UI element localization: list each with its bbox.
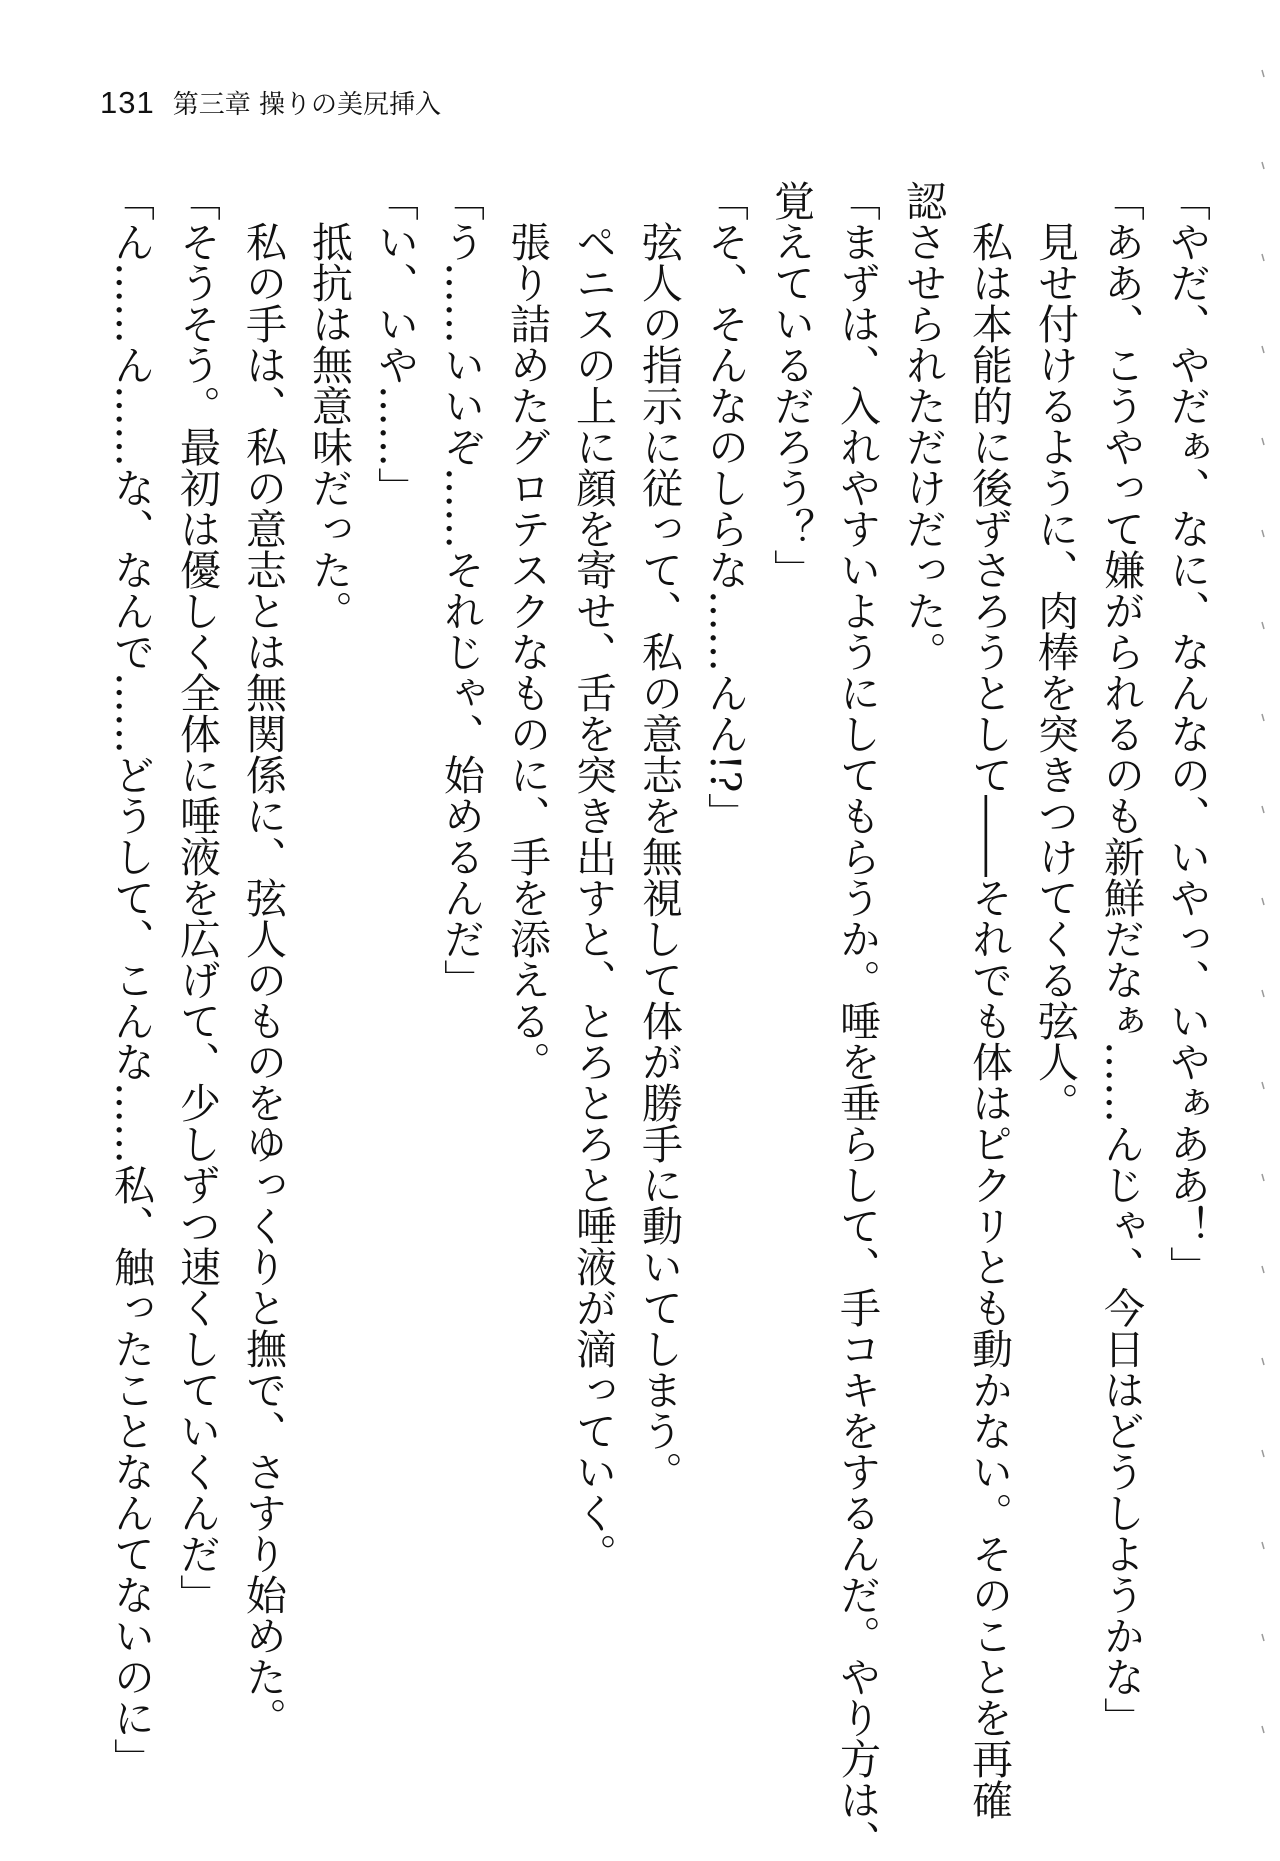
text-line: 私は本能的に後ずさろうとして――それでも体はピクリとも動かない。そのことを再確 <box>965 221 1013 1820</box>
edge-tick-mark <box>1262 898 1264 905</box>
text-line: 「やだ、やだぁ、なに、なんなの、いやっ、いやぁああ！」 <box>1163 180 1211 1287</box>
edge-tick-mark <box>1262 1634 1264 1641</box>
edge-tick-mark <box>1262 1358 1264 1365</box>
vertical-text-body <box>107 180 1220 1861</box>
edge-tick-mark <box>1262 1542 1264 1549</box>
text-line: 「そ、そんなのしらな……んん!?」 <box>701 180 749 834</box>
text-line: 覚えているだろう？」 <box>767 180 815 590</box>
edge-tick-mark <box>1262 1174 1264 1181</box>
text-line: 私の手は、私の意志とは無関係に、弦人のものをゆっくりと撫で、さすり始めた。 <box>239 221 287 1738</box>
chapter-title: 第三章 操りの美尻挿入 <box>172 90 441 120</box>
running-header <box>100 84 441 124</box>
edge-tick-mark <box>1262 990 1264 997</box>
edge-tick-mark <box>1262 1266 1264 1273</box>
text-line: 抵抗は無意味だった。 <box>305 221 353 631</box>
edge-tick-mark <box>1262 1450 1264 1457</box>
text-line: 「ああ、こうやって嫌がられるのも新鮮だなぁ……んじゃ、今日はどうしようかな」 <box>1097 180 1145 1738</box>
page-number: 131 <box>100 85 155 120</box>
text-line: 「ん……ん……な、なんで……どうして、こんな……私、触ったことなんてないのに」 <box>107 180 155 1779</box>
text-line: 「い、いや……」 <box>371 180 419 508</box>
edge-tick-mark <box>1262 438 1264 445</box>
edge-tick-mark <box>1262 806 1264 813</box>
edge-tick-mark <box>1262 622 1264 629</box>
edge-tick-mark <box>1262 346 1264 353</box>
text-line: 「まずは、入れやすいようにしてもらうか。唾を垂らして、手コキをするんだ。やり方は、 <box>833 180 881 1861</box>
text-line: 「う……いいぞ……それじゃ、始めるんだ」 <box>437 180 485 1000</box>
edge-tick-mark <box>1262 254 1264 261</box>
edge-tick-mark <box>1262 70 1264 77</box>
text-line: 弦人の指示に従って、私の意志を無視して体が勝手に動いてしまう。 <box>635 221 683 1492</box>
text-line: 認させられただけだった。 <box>899 180 947 672</box>
edge-tick-mark <box>1262 714 1264 721</box>
text-line: 張り詰めたグロテスクなものに、手を添える。 <box>503 221 551 1082</box>
text-line: ペニスの上に顔を寄せ、舌を突き出すと、とろとろと唾液が滴っていく。 <box>569 221 617 1574</box>
edge-tick-mark <box>1262 162 1264 169</box>
edge-tick-mark <box>1262 1082 1264 1089</box>
edge-tick-mark <box>1262 1726 1264 1733</box>
edge-tick-mark <box>1262 530 1264 537</box>
text-line: 見せ付けるように、肉棒を突きつけてくる弦人。 <box>1031 221 1079 1123</box>
page-edge-marks <box>1240 0 1280 1807</box>
text-line: 「そうそう。最初は優しく全体に唾液を広げて、少しずつ速くしていくんだ」 <box>173 180 221 1615</box>
